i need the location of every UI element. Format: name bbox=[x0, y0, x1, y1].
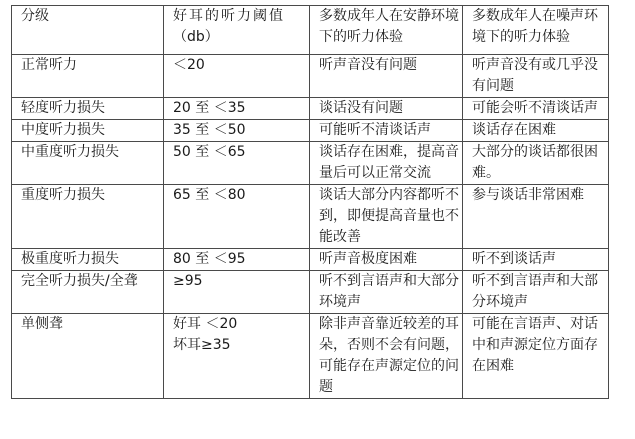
cell-noise: 可能在言语声、对话中和声源定位方面存在困难 bbox=[463, 314, 609, 399]
table-row bbox=[12, 185, 609, 249]
cell-threshold-line1: 好耳 ＜20 bbox=[173, 316, 238, 332]
cell-level: 重度听力损失 bbox=[12, 185, 164, 249]
cell-noise: 听声音没有或几乎没有问题 bbox=[463, 55, 609, 98]
header-noise: 多数成年人在噪声环境下的听力体验 bbox=[463, 6, 609, 55]
table-row bbox=[12, 271, 609, 314]
hearing-loss-table bbox=[11, 5, 609, 399]
cell-threshold: ＜20 bbox=[164, 55, 310, 98]
table-row bbox=[12, 249, 609, 271]
table-row bbox=[12, 120, 609, 142]
cell-level: 极重度听力损失 bbox=[12, 249, 164, 271]
cell-threshold: 35 至 ＜50 bbox=[164, 120, 310, 142]
cell-threshold: ≥95 bbox=[164, 271, 310, 314]
cell-level: 单侧聋 bbox=[12, 314, 164, 399]
cell-threshold: 50 至 ＜65 bbox=[164, 142, 310, 185]
table-header-row bbox=[12, 6, 609, 55]
cell-threshold-line2: 坏耳≥35 bbox=[173, 337, 231, 353]
cell-noise: 可能会听不清谈话声 bbox=[463, 98, 609, 120]
cell-noise: 大部分的谈话都很困难。 bbox=[463, 142, 609, 185]
cell-noise: 听不到谈话声 bbox=[463, 249, 609, 271]
cell-level: 完全听力损失/全聋 bbox=[12, 271, 164, 314]
cell-level: 轻度听力损失 bbox=[12, 98, 164, 120]
header-threshold-line2: （db） bbox=[173, 29, 219, 45]
table-row bbox=[12, 142, 609, 185]
cell-threshold: 80 至 ＜95 bbox=[164, 249, 310, 271]
table-row bbox=[12, 314, 609, 399]
cell-quiet: 谈话存在困难，提高音量后可以正常交流 bbox=[310, 142, 463, 185]
cell-quiet: 谈话没有问题 bbox=[310, 98, 463, 120]
header-level: 分级 bbox=[12, 6, 164, 55]
header-threshold bbox=[164, 6, 310, 55]
cell-noise: 参与谈话非常困难 bbox=[463, 185, 609, 249]
cell-quiet: 除非声音靠近较差的耳朵，否则不会有问题，可能存在声源定位的问题 bbox=[310, 314, 463, 399]
cell-level: 中度听力损失 bbox=[12, 120, 164, 142]
cell-threshold: 65 至 ＜80 bbox=[164, 185, 310, 249]
table-row bbox=[12, 98, 609, 120]
cell-quiet: 可能听不清谈话声 bbox=[310, 120, 463, 142]
cell-level: 中重度听力损失 bbox=[12, 142, 164, 185]
cell-quiet: 谈话大部分内容都听不到，即便提高音量也不能改善 bbox=[310, 185, 463, 249]
cell-quiet: 听声音没有问题 bbox=[310, 55, 463, 98]
cell-noise: 谈话存在困难 bbox=[463, 120, 609, 142]
cell-level: 正常听力 bbox=[12, 55, 164, 98]
cell-threshold: 20 至 ＜35 bbox=[164, 98, 310, 120]
cell-noise: 听不到言语声和大部分环境声 bbox=[463, 271, 609, 314]
header-quiet: 多数成年人在安静环境下的听力体验 bbox=[310, 6, 463, 55]
header-threshold-line1: 好耳的听力阈值 bbox=[173, 8, 285, 24]
cell-threshold bbox=[164, 314, 310, 399]
table-row bbox=[12, 55, 609, 98]
cell-quiet: 听不到言语声和大部分环境声 bbox=[310, 271, 463, 314]
cell-quiet: 听声音极度困难 bbox=[310, 249, 463, 271]
